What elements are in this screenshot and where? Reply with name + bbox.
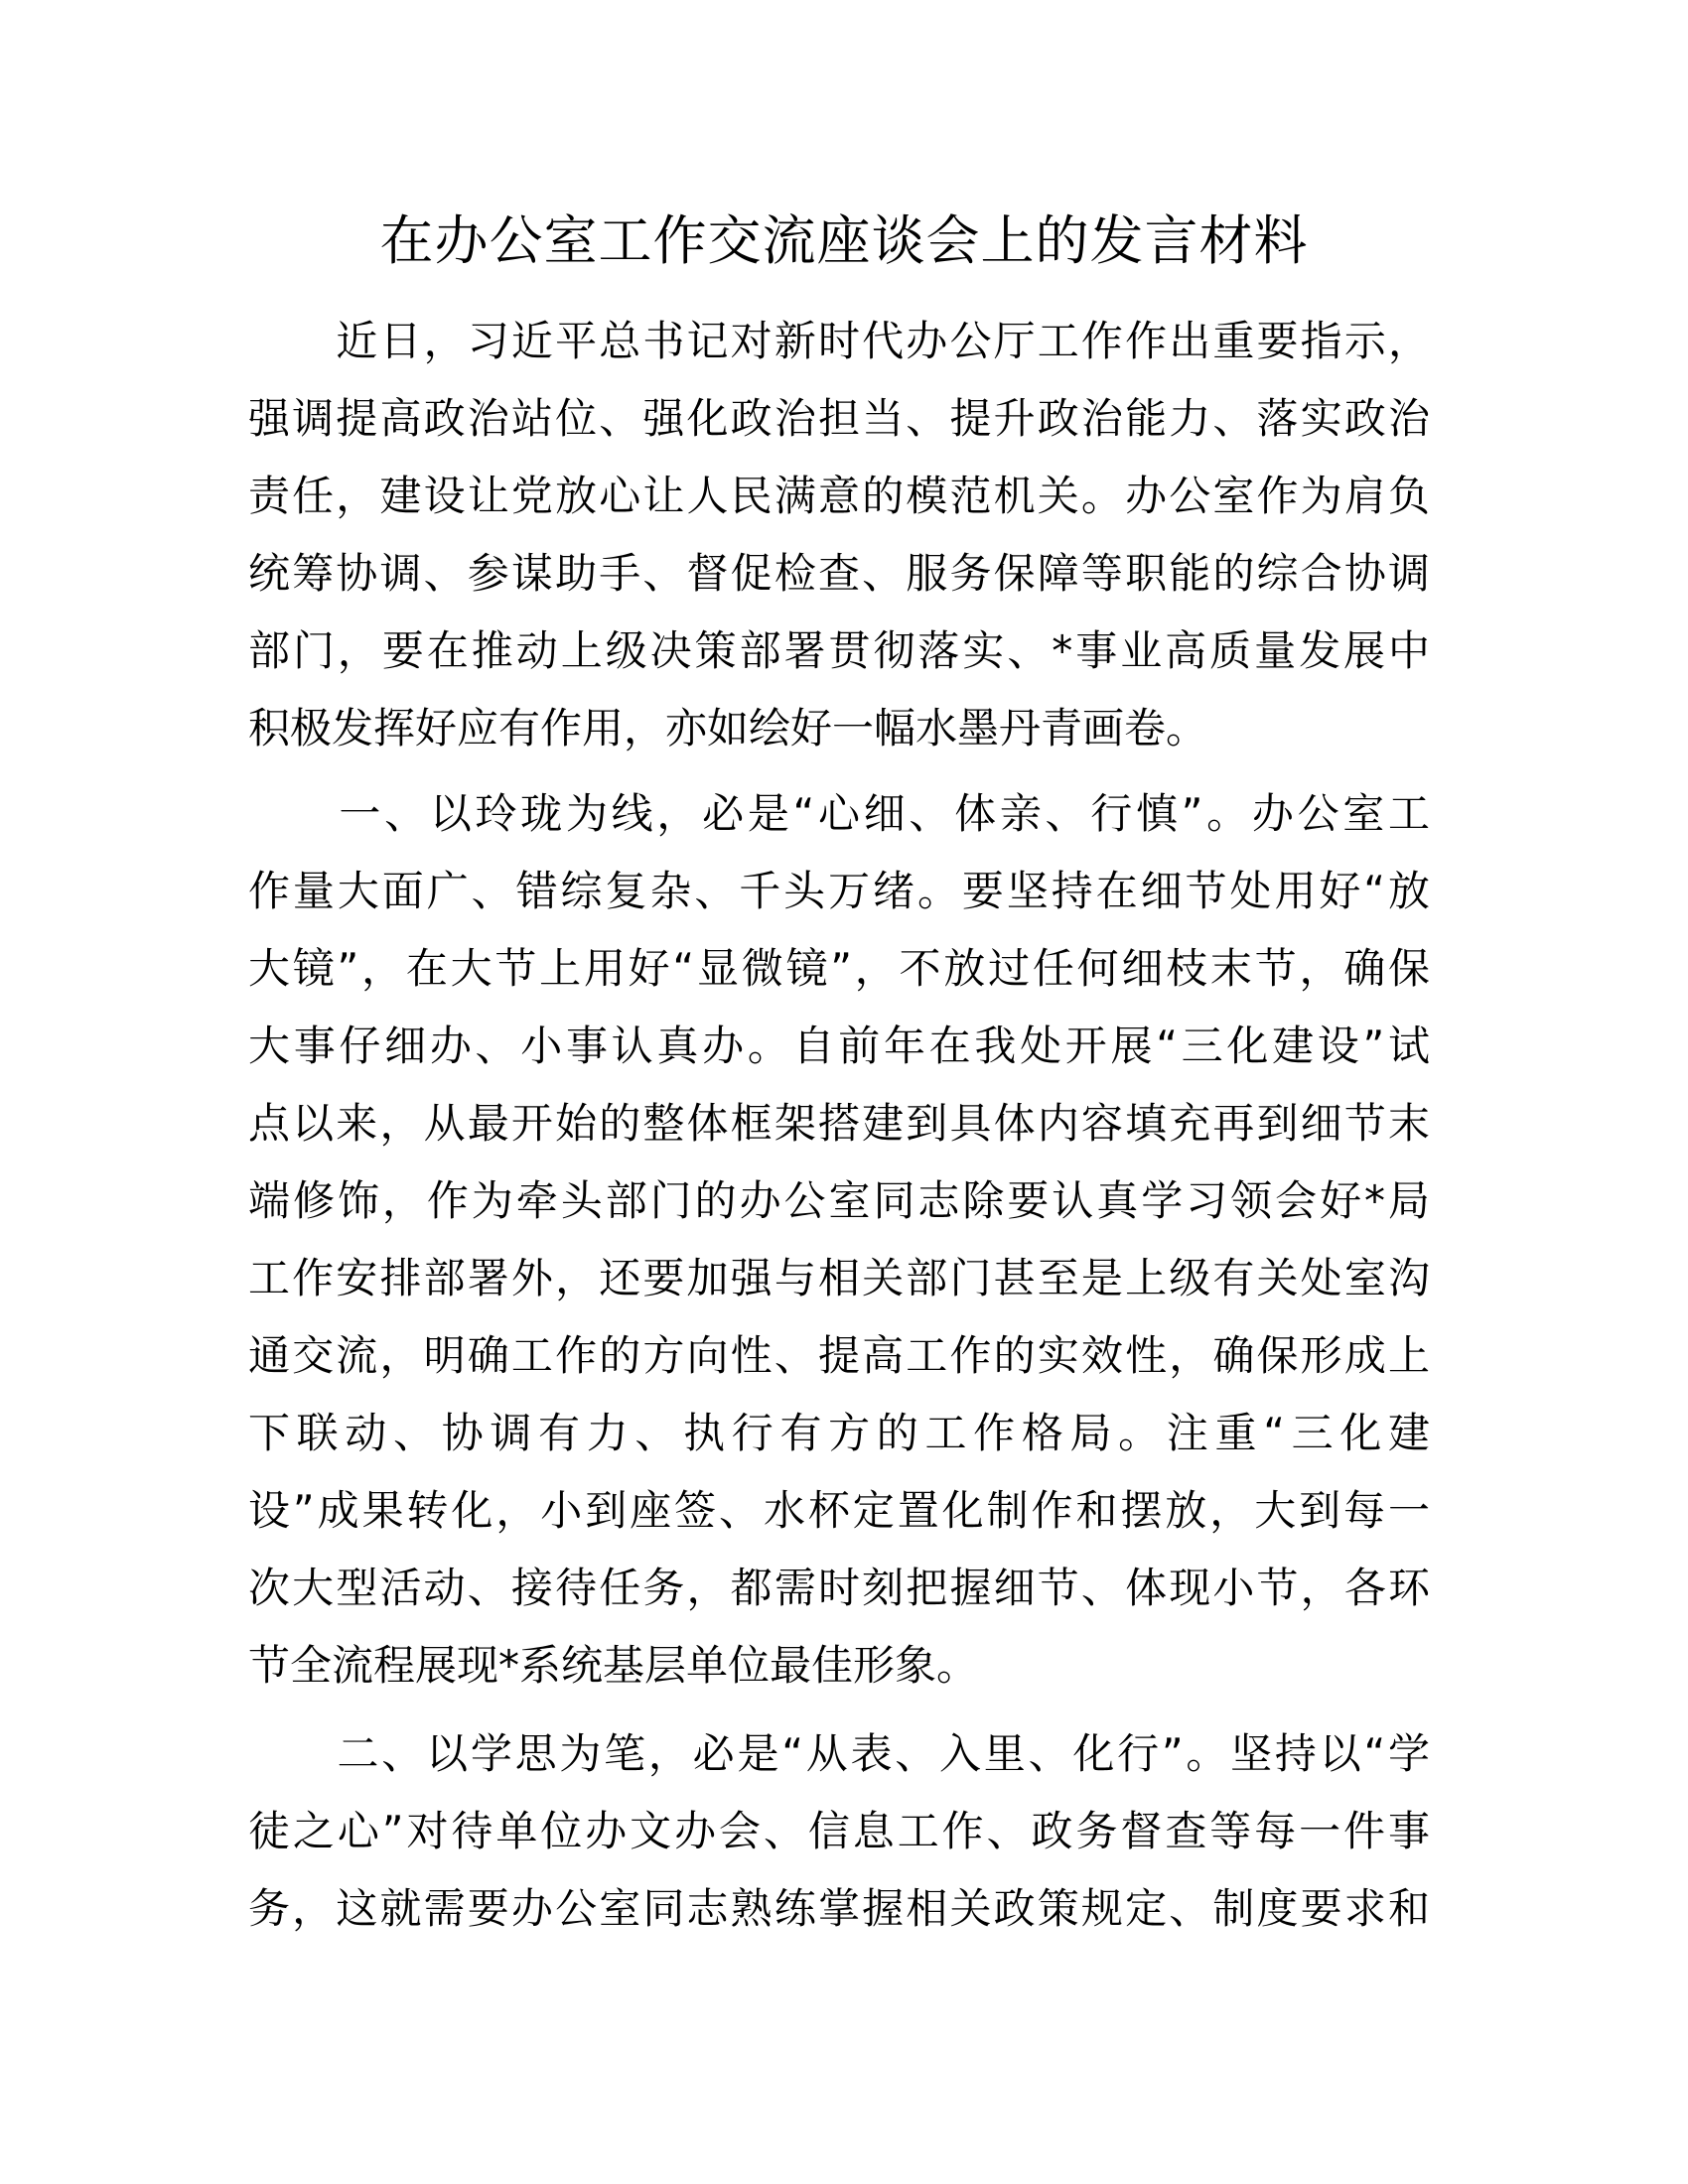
text-line: 节全流程展现*系统基层单位最佳形象。 — [248, 1641, 979, 1690]
text-line: 通交流，明确工作的方向性、提高工作的实效性，确保形成上 — [248, 1331, 1430, 1380]
text-line: 近日，习近平总书记对新时代办公厅工作作出重要指示， — [248, 317, 1430, 365]
text-line: 工作安排部署外，还要加强与相关部门甚至是上级有关处室沟 — [248, 1254, 1430, 1302]
text-line: 统筹协调、参谋助手、督促检查、服务保障等职能的综合协调 — [248, 549, 1430, 598]
paragraph-1 — [248, 303, 1430, 767]
text-line: 务，这就需要办公室同志熟练掌握相关政策规定、制度要求和 — [248, 1884, 1430, 1933]
paragraph-text — [248, 775, 1430, 1705]
text-line: 大镜”，在大节上用好“显微镜”，不放过任何细枝末节，确保 — [248, 944, 1430, 993]
text-line: 积极发挥好应有作用，亦如绘好一幅水墨丹青画卷。 — [248, 704, 1208, 752]
paragraph-3 — [248, 1715, 1430, 1948]
document-title: 在办公室工作交流座谈会上的发言材料 — [379, 209, 1309, 272]
paragraph-2 — [248, 775, 1430, 1705]
text-line: 点以来，从最开始的整体框架搭建到具体内容填充再到细节末 — [248, 1099, 1430, 1148]
text-line: 部门，要在推动上级决策部署贯彻落实、*事业高质量发展中 — [248, 626, 1430, 675]
text-line: 次大型活动、接待任务，都需时刻把握细节、体现小节，各环 — [248, 1564, 1430, 1612]
text-line: 端修饰，作为牵头部门的办公室同志除要认真学习领会好*局 — [248, 1176, 1430, 1225]
text-line: 设”成果转化，小到座签、水杯定置化制作和摆放，大到每一 — [248, 1486, 1430, 1535]
text-line: 徒之心”对待单位办文办会、信息工作、政务督查等每一件事 — [248, 1807, 1430, 1855]
paragraph-text — [248, 303, 1430, 767]
text-line: 二、以学思为笔，必是“从表、入里、化行”。坚持以“学 — [248, 1729, 1430, 1778]
text-line: 强调提高政治站位、强化政治担当、提升政治能力、落实政治 — [248, 394, 1430, 443]
text-line: 一、以玲珑为线，必是“心细、体亲、行慎”。办公室工 — [248, 789, 1430, 838]
text-line: 下联动、协调有力、执行有方的工作格局。注重“三化建 — [248, 1409, 1430, 1457]
text-line: 大事仔细办、小事认真办。自前年在我处开展“三化建设”试 — [248, 1022, 1430, 1070]
paragraph-text — [248, 1715, 1430, 1948]
text-line: 责任，建设让党放心让人民满意的模范机关。办公室作为肩负 — [248, 472, 1430, 520]
text-line: 作量大面广、错综复杂、千头万绪。要坚持在细节处用好“放 — [248, 867, 1430, 915]
